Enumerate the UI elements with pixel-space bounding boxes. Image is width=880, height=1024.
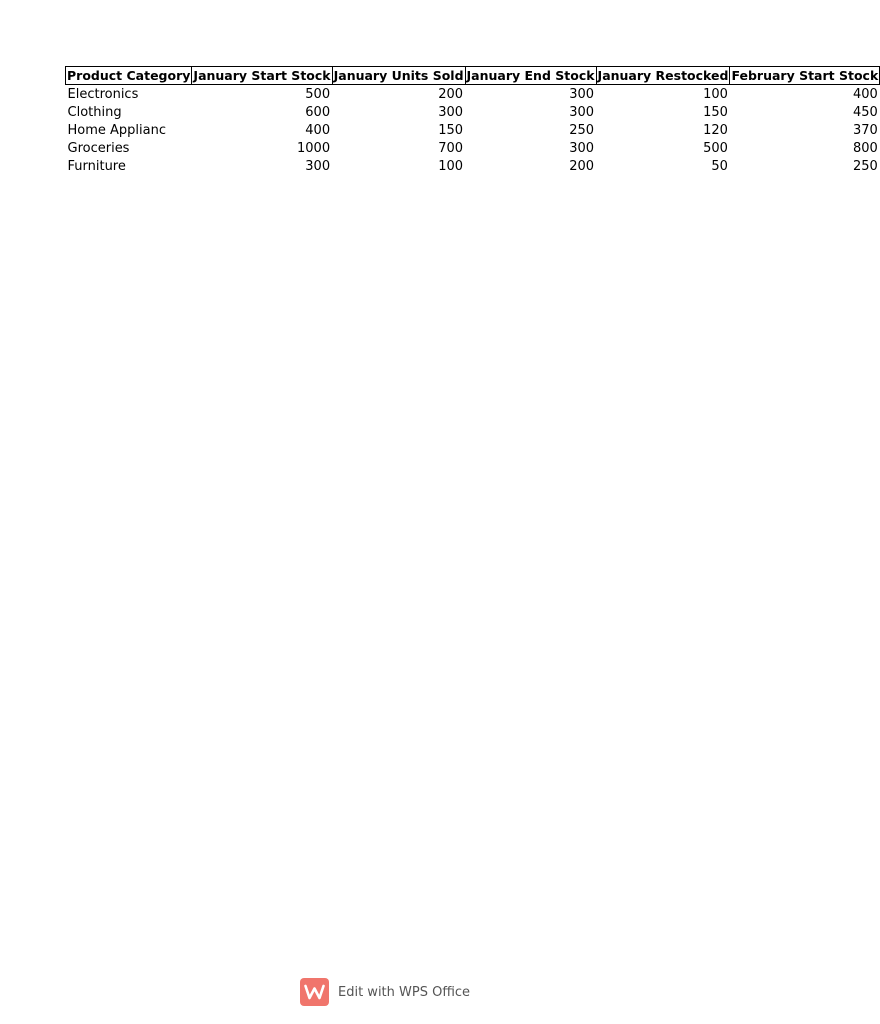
header-january-units-sold: January Units Sold (333, 68, 464, 83)
cell-value: 1000 (297, 140, 331, 156)
cell-value: 800 (852, 140, 878, 156)
table-row (66, 157, 880, 175)
cell-value: 300 (438, 104, 464, 120)
cell-value: 300 (569, 86, 595, 102)
cell-value: 500 (305, 86, 331, 102)
cell-value: 150 (438, 122, 464, 138)
cell-value: 700 (438, 140, 464, 156)
spreadsheet-table (65, 66, 880, 175)
header-january-end-stock: January End Stock (466, 68, 595, 83)
cell-value: 400 (852, 86, 878, 102)
cell-value: 300 (569, 104, 595, 120)
cell-value: 120 (703, 122, 728, 138)
cell-value: 150 (703, 104, 728, 120)
cell-value: 300 (569, 140, 595, 156)
cell-value: 250 (569, 122, 595, 138)
cell-value: 450 (852, 104, 878, 120)
cell-value: 50 (711, 158, 728, 174)
cell-value: 600 (305, 104, 331, 120)
cell-value: 300 (305, 158, 331, 174)
wps-footer-banner[interactable] (300, 978, 470, 1006)
cell-value: 400 (305, 122, 331, 138)
cell-category: Electronics (67, 86, 139, 102)
header-row (66, 67, 880, 85)
wps-logo-icon (300, 978, 329, 1006)
cell-category: Home Applianc (67, 122, 166, 138)
cell-value: 500 (703, 140, 728, 156)
cell-value: 250 (852, 158, 878, 174)
table-row (66, 103, 880, 121)
cell-category: Clothing (67, 104, 122, 120)
cell-category: Furniture (67, 158, 126, 174)
cell-value: 100 (703, 86, 728, 102)
header-february-start-stock: February Start Stock (731, 68, 879, 83)
header-product-category: Product Category (67, 68, 191, 83)
cell-category: Groceries (67, 140, 130, 156)
cell-value: 200 (569, 158, 595, 174)
table-row (66, 85, 880, 104)
wps-footer-label: Edit with WPS Office (338, 984, 471, 1000)
cell-value: 200 (438, 86, 464, 102)
table-row (66, 139, 880, 157)
header-january-restocked: January Restocked (597, 68, 729, 83)
header-january-start-stock: January Start Stock (193, 68, 331, 83)
cell-value: 100 (438, 158, 464, 174)
cell-value: 370 (852, 122, 878, 138)
table-row (66, 121, 880, 139)
